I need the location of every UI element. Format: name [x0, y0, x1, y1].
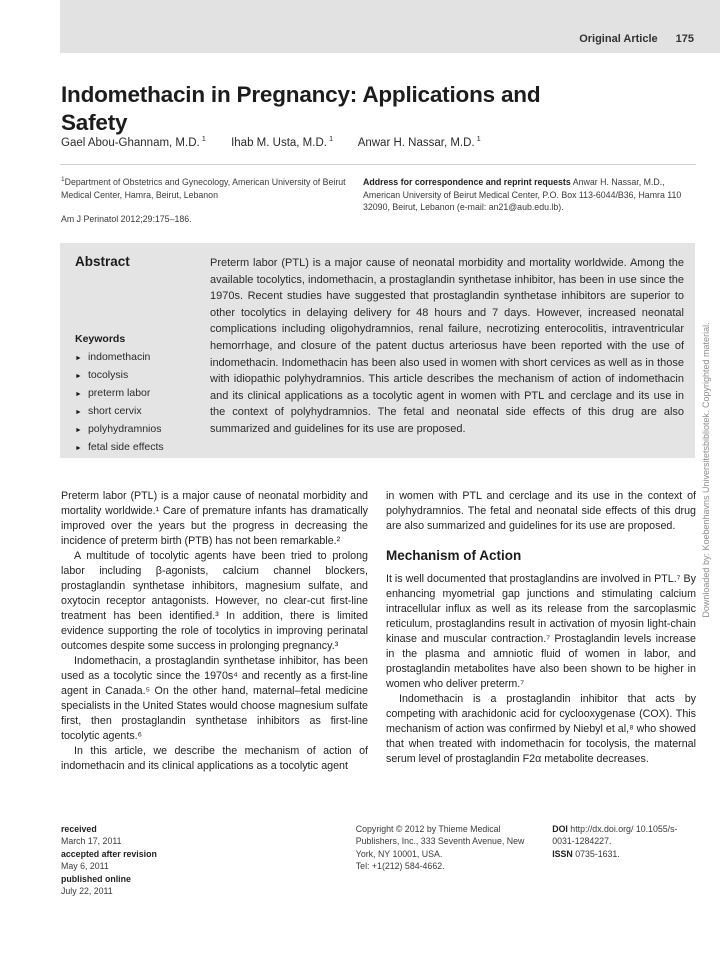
keyword-bullet-icon: ► — [75, 445, 82, 452]
keyword-item — [75, 439, 205, 457]
authors-line — [61, 134, 503, 149]
affiliation-mark: 1 — [61, 176, 65, 184]
header-article-type: Original Article — [579, 33, 658, 45]
author-1-affiliation-mark: 1 — [201, 134, 206, 144]
page-number: 175 — [675, 33, 694, 45]
issn-value: 0735-1631. — [572, 848, 620, 859]
keyword-label: indomethacin — [87, 351, 151, 363]
doi-block — [552, 823, 695, 897]
accepted-date: May 6, 2011 — [61, 861, 109, 872]
keyword-item — [75, 403, 205, 421]
author-2-name: Ihab M. Usta, M.D. — [231, 137, 327, 149]
author-3-name: Anwar H. Nassar, M.D. — [357, 137, 475, 149]
header-band — [60, 0, 720, 53]
author-1 — [61, 134, 206, 149]
keyword-label: tocolysis — [87, 369, 129, 381]
author-3 — [357, 134, 481, 149]
journal-reference: Am J Perinatol 2012;29:175–186. — [61, 214, 192, 224]
body-paragraph: In this article, we describe the mechanism of action of indomethacin and its clinical applications as a tocolytic agent — [61, 745, 368, 772]
affiliation-body: Department of Obstetrics and Gynecology, American University of Beirut Medical Center, Hamra, Beirut, Lebanon — [61, 177, 346, 200]
telephone-text: Tel: +1(212) 584-4662. — [355, 861, 445, 872]
received-label: received — [61, 824, 97, 834]
body-columns — [61, 489, 696, 774]
body-paragraph: Preterm labor (PTL) is a major cause of neonatal morbidity and mortality worldwide.¹ Care of premature infants has dramatically improved over the years but the progress in decreasing the incidence of preterm birth (PTB) has not been remarkable.² — [61, 490, 368, 547]
keyword-bullet-icon: ► — [75, 409, 82, 416]
keyword-label: fetal side effects — [87, 441, 164, 453]
keyword-item — [75, 421, 205, 439]
body-paragraph: Indomethacin, a prostaglandin synthetase inhibitor, has been used as a tocolytic since the 1970s⁴ and recently as a first-line agent in Canada.⁵ On the other hand, maternal–fetal medicine specialists in the United States would choose magnesium sulfate first, then prostaglandin synthetase inhibitors as first-line tocolytic agents.⁶ — [61, 655, 368, 742]
keyword-list — [75, 349, 205, 457]
correspondence-block — [363, 176, 695, 226]
keyword-label: short cervix — [87, 405, 142, 417]
body-paragraph: Indomethacin is a prostaglandin inhibitor that acts by competing with arachidonic acid for cyclooxygenase (COX). This mechanism of action was confirmed by Niebyl et al,⁸ who showed that when treated with indomethacin for tocolysis, the maternal serum level of prostaglandin F2α metabolite decreases. — [386, 693, 696, 765]
body-paragraph: A multitude of tocolytic agents have been tried to prolong labor including β-agonists, calcium channel blockers, prostaglandin synthetase inhibitors, magnesium sulfate, and oxytocin receptor antagonists. However, no clear-cut first-line treatment has been identified.³ In addition, there is limited evidence supporting the role of tocolytics in improving perinatal outcomes despite some success in prolonging pregnancy.³ — [61, 550, 368, 652]
body-left-column — [61, 489, 368, 774]
page-footer — [61, 823, 695, 897]
keyword-bullet-icon: ► — [75, 391, 82, 398]
section-heading-mechanism-of-action: Mechanism of Action — [386, 548, 522, 563]
affiliation-text — [61, 176, 361, 201]
keyword-item — [75, 349, 205, 367]
keyword-label: polyhydramnios — [87, 423, 162, 435]
author-2-affiliation-mark: 1 — [328, 134, 334, 144]
keyword-bullet-icon: ► — [75, 373, 82, 380]
correspondence-text: Anwar H. Nassar, M.D., American University of Beirut Medical Center, P.O. Box 113-6044/B36, Hamra 110 32090, Beirut, Lebanon (e-mail: an21@aub.edu.lb). — [363, 177, 682, 212]
download-watermark-vertical-text: Downloaded by: Koebenhavns Universitetsbibliotek. Copyrighted material. — [701, 322, 711, 618]
author-3-affiliation-mark: 1 — [476, 134, 481, 144]
article-history-block — [61, 823, 204, 897]
abstract-body: Preterm labor (PTL) is a major cause of neonatal morbidity and mortality worldwide. Among the available tocolytics, indomethacin, a prostaglandin synthetase inhibitor, has been in use since the 1970s. Recent studies have suggested that prostaglandin synthetase inhibitors are superior to other tocolytics in delaying delivery for 48 hours and 7 days. However, increased neonatal complications including oligohydramnios, renal failure, necrotizing enterocolitis, intraventricular hemorrhage, and closure of the patent ductus arteriosus have been reported with the use of indomethacin. Indomethacin has been also used in women with short cervices as well as in those with idiopathic polyhydramnios. This article describes the mechanism of action of indomethacin and its clinical applications as a tocolytic agent in women with PTL and cerclage and its use in the context of polyhydramnios. The fetal and neonatal side effects of this drug are also summarized and guidelines for its use are proposed. — [210, 257, 684, 435]
abstract-box — [60, 243, 695, 458]
doi-label: DOI — [552, 824, 568, 834]
received-date: March 17, 2011 — [61, 836, 122, 847]
keywords-heading: Keywords — [75, 333, 126, 345]
correspondence-label: Address for correspondence and reprint requests — [363, 177, 571, 187]
copyright-block — [356, 823, 525, 897]
keyword-item — [75, 385, 205, 403]
accepted-label: accepted after revision — [61, 848, 157, 859]
body-paragraph: in women with PTL and cerclage and its use in the context of polyhydramnios. The fetal and neonatal side effects of this drug are also summarized and guidelines for its use are proposed. — [386, 490, 696, 532]
issn-label: ISSN — [552, 848, 573, 859]
author-2 — [231, 134, 334, 149]
article-title: Indomethacin in Pregnancy: Applications and Safety — [61, 82, 541, 136]
copyright-text: Copyright © 2012 by Thieme Medical Publishers, Inc., 333 Seventh Avenue, New York, NY 10001, USA. — [355, 824, 525, 859]
issn-line — [552, 848, 695, 860]
keyword-bullet-icon: ► — [75, 427, 82, 434]
abstract-heading: Abstract — [75, 254, 130, 269]
published-date: July 22, 2011 — [61, 886, 113, 897]
keyword-bullet-icon: ► — [75, 355, 82, 362]
doi-value: http://dx.doi.org/ 10.1055/s-0031-1284227. — [552, 824, 678, 847]
divider-line — [60, 164, 696, 165]
keyword-label: preterm labor — [87, 387, 151, 399]
body-paragraph: It is well documented that prostaglandins are involved in PTL.⁷ By enhancing myometrial gap junctions and stimulating calcium intracellular influx as well as its release from the sarcoplasmic reticulum, prostaglandins result in activation of myosin light-chain kinase and muscular contraction.⁷ Prostaglandin levels increase in the plasma and amniotic fluid of women in labor, and prostaglandin metabolites have also been shown to be higher in women who deliver preterm.⁷ — [386, 573, 696, 690]
doi-line — [552, 823, 695, 848]
keyword-item — [75, 367, 205, 385]
published-label: published online — [61, 873, 131, 884]
affiliation-block — [61, 176, 361, 226]
affiliation-row — [61, 176, 695, 226]
author-1-name: Gael Abou-Ghannam, M.D. — [61, 137, 200, 149]
body-right-column — [386, 489, 696, 774]
